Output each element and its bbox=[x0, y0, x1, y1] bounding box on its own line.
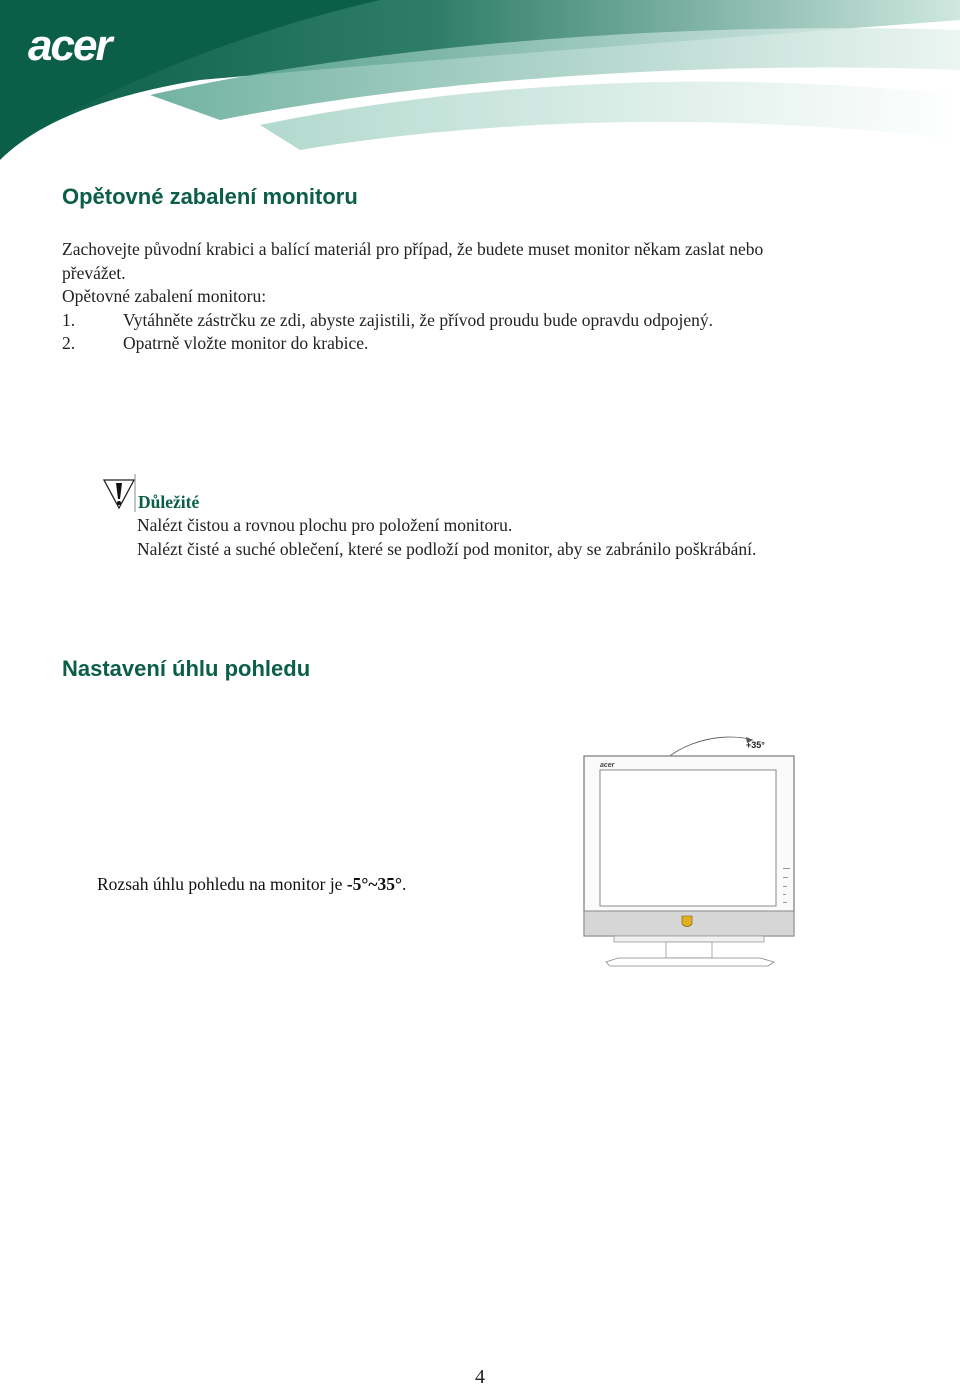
intro-line-1: Zachovejte původní krabici a balící materiál pro případ, že budete muset monitor někam zaslat nebo bbox=[62, 239, 764, 259]
list-item bbox=[62, 332, 902, 356]
list-intro: Opětovné zabalení monitoru: bbox=[62, 286, 267, 306]
repacking-text bbox=[62, 238, 902, 356]
caption-angle-range: -5°~35° bbox=[346, 874, 403, 894]
list-item bbox=[62, 309, 902, 333]
section-title-viewing-angle: Nastavení úhlu pohledu bbox=[62, 656, 311, 681]
viewing-angle-caption bbox=[97, 874, 406, 895]
acer-logo: acer bbox=[28, 21, 111, 70]
warning-triangle-icon bbox=[102, 474, 136, 512]
caption-text: Rozsah úhlu pohledu na monitor je bbox=[97, 874, 347, 894]
caption-period: . bbox=[402, 874, 407, 894]
tilt-plus-label: +35° bbox=[746, 740, 765, 750]
intro-line-2: převážet. bbox=[62, 262, 126, 283]
list-item-number: 1. bbox=[62, 309, 76, 330]
brand-emblem-icon bbox=[682, 916, 692, 927]
important-line-2: Nalézt čisté a suché oblečení, které se podloží pod monitor, aby se zabránilo poškrábání. bbox=[137, 539, 757, 559]
list-item-text: Opatrně vložte monitor do krabice. bbox=[123, 333, 369, 353]
list-item-number: 2. bbox=[62, 333, 76, 353]
important-title: Důležité bbox=[138, 492, 200, 512]
important-line-1: Nalézt čistou a rovnou plochu pro položení monitoru. bbox=[137, 515, 513, 535]
list-item-text: Vytáhněte zástrčku ze zdi, abyste zajistili, že přívod proudu bude opravdu odpojený. bbox=[123, 309, 713, 330]
section-title-repacking: Opětovné zabalení monitoru bbox=[62, 184, 358, 209]
monitor-tilt-illustration bbox=[578, 730, 800, 970]
monitor-logo: acer bbox=[600, 762, 615, 769]
header-banner bbox=[0, 0, 960, 160]
page-number: 4 bbox=[475, 1366, 485, 1388]
